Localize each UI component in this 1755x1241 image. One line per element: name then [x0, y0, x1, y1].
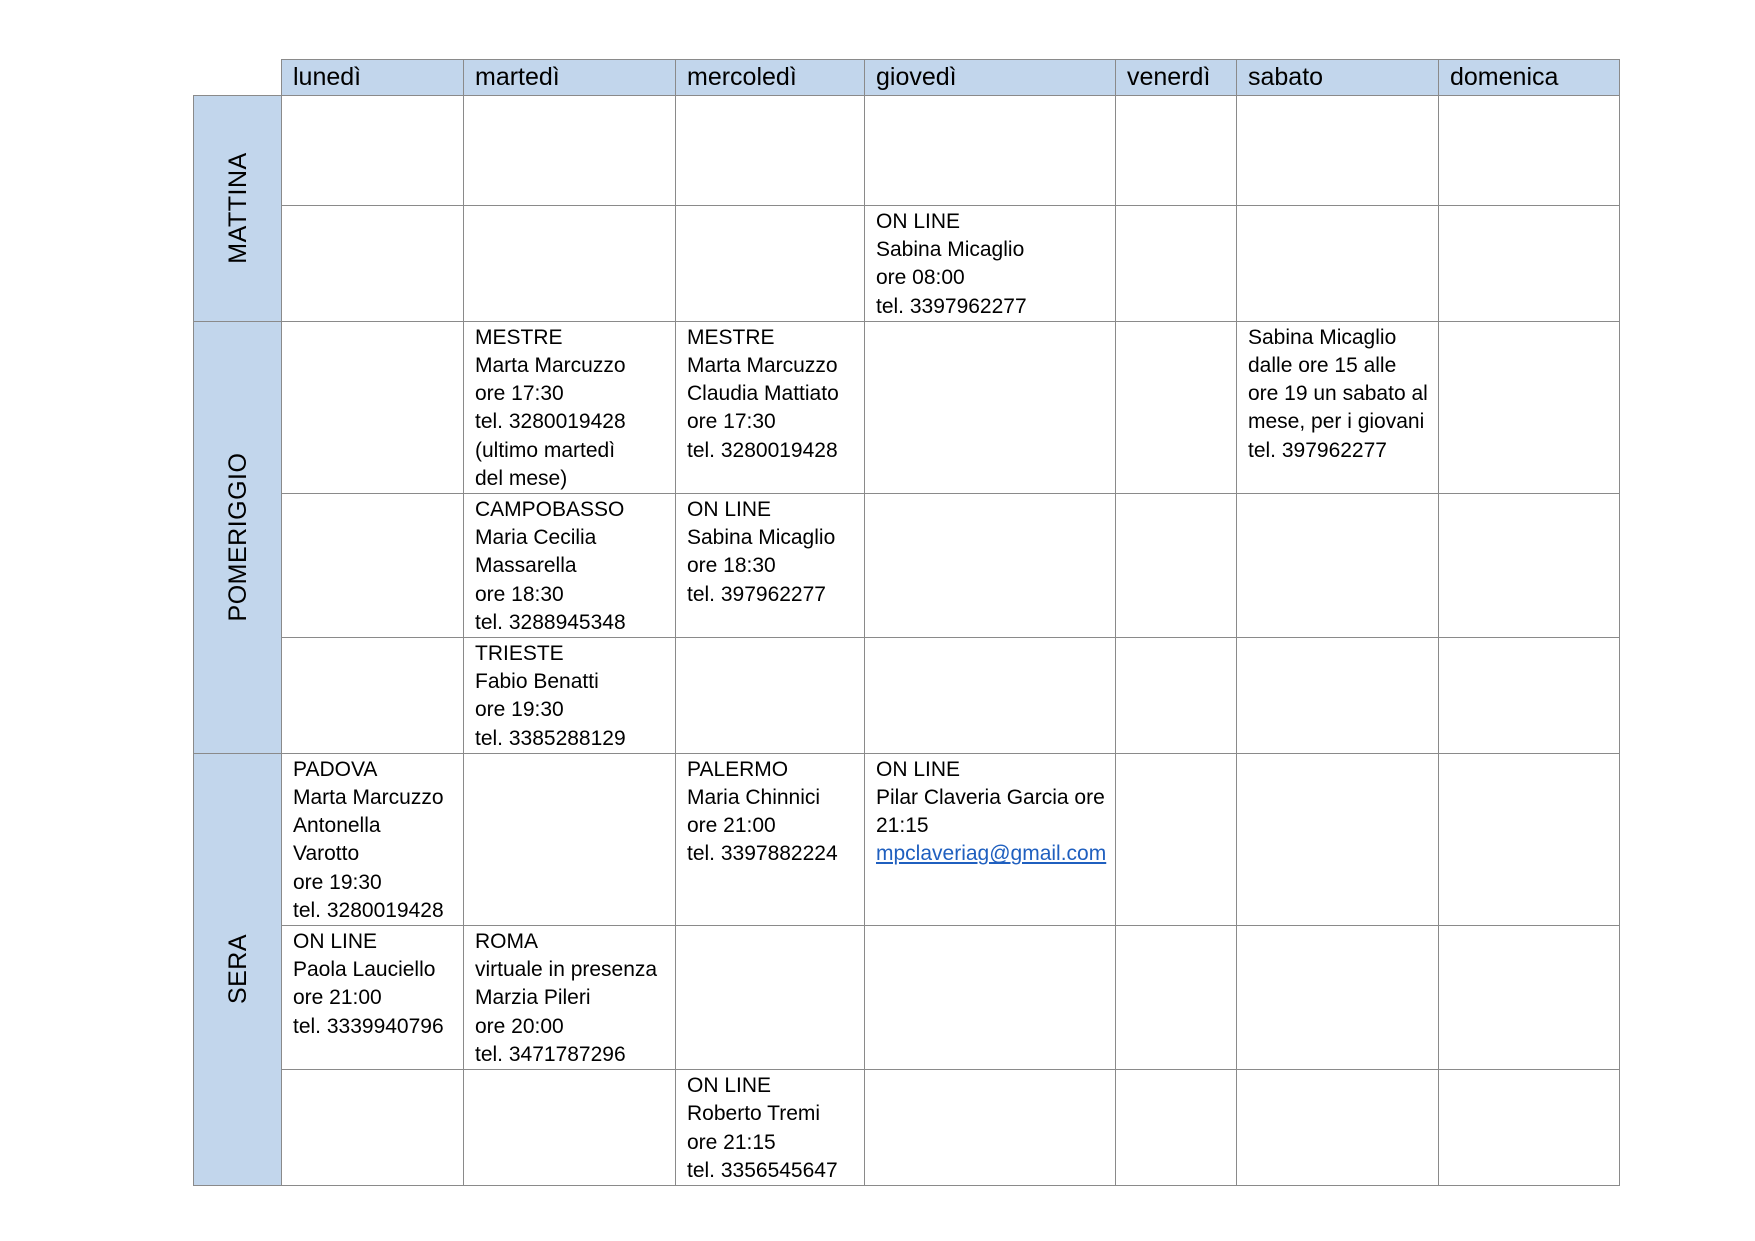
event-line: PADOVA [293, 757, 378, 781]
schedule-row [194, 494, 1620, 638]
event-line: MESTRE [475, 325, 563, 349]
event-line: tel. 397962277 [1248, 438, 1387, 462]
event-line: ore 19:30 [293, 870, 382, 894]
schedule-cell [464, 1070, 676, 1186]
schedule-cell [1439, 96, 1620, 206]
event-line: CAMPOBASSO [475, 498, 625, 522]
schedule-cell [1116, 753, 1237, 925]
schedule-cell [282, 638, 464, 754]
schedule-cell [865, 926, 1116, 1070]
event-cell [676, 1070, 865, 1186]
event-line: tel. 3339940796 [293, 1014, 444, 1038]
event-line: Varotto [293, 842, 360, 866]
event-line: PALERMO [687, 757, 789, 781]
event-line: tel. 397962277 [687, 582, 826, 606]
event-line: ore 19 un sabato al [1248, 382, 1428, 406]
schedule-cell [1237, 96, 1439, 206]
event-line: Marta Marcuzzo [687, 354, 838, 378]
event-line: dalle ore 15 alle [1248, 354, 1397, 378]
schedule-cell [1116, 494, 1237, 638]
schedule-row [194, 1070, 1620, 1186]
day-header-mercoledi: mercoledì [676, 60, 865, 96]
day-header-sabato: sabato [1237, 60, 1439, 96]
event-line: ROMA [475, 930, 538, 954]
schedule-cell [1439, 926, 1620, 1070]
event-line: Antonella [293, 814, 381, 838]
schedule-cell [464, 206, 676, 322]
event-line: Marta Marcuzzo [475, 354, 626, 378]
schedule-cell [1439, 753, 1620, 925]
event-cell [282, 926, 464, 1070]
period-label: POMERIGGIO [223, 452, 252, 622]
schedule-cell [1237, 494, 1439, 638]
schedule-cell [282, 494, 464, 638]
event-line: MESTRE [687, 325, 775, 349]
event-line: ore 19:30 [475, 698, 564, 722]
event-line: TRIESTE [475, 642, 564, 666]
event-line: tel. 3397882224 [687, 842, 838, 866]
period-sera [194, 753, 282, 1185]
schedule-cell [1116, 1070, 1237, 1186]
schedule-cell [1116, 206, 1237, 322]
event-line: del mese) [475, 466, 568, 490]
event-line: tel. 3280019428 [475, 410, 626, 434]
event-cell [676, 321, 865, 493]
event-line: ON LINE [687, 498, 772, 522]
event-line: tel. 3280019428 [293, 898, 444, 922]
schedule-cell [676, 926, 865, 1070]
schedule-cell [865, 1070, 1116, 1186]
event-line: ON LINE [687, 1074, 772, 1098]
schedule-cell [282, 96, 464, 206]
day-header-giovedi: giovedì [865, 60, 1116, 96]
header-corner [194, 60, 282, 96]
day-header-venerdi: venerdì [1116, 60, 1237, 96]
day-header-domenica: domenica [1439, 60, 1620, 96]
event-cell [464, 494, 676, 638]
schedule-cell [676, 206, 865, 322]
event-line: Sabina Micaglio [876, 238, 1025, 262]
event-cell [865, 206, 1116, 322]
event-cell [676, 753, 865, 925]
event-cell [676, 494, 865, 638]
event-line: Roberto Tremi [687, 1102, 821, 1126]
event-line: ore 21:00 [687, 814, 776, 838]
event-cell [1237, 321, 1439, 493]
event-cell [865, 753, 1116, 925]
event-line: ore 17:30 [687, 410, 776, 434]
event-line: ON LINE [293, 930, 378, 954]
event-line: Claudia Mattiato [687, 382, 839, 406]
schedule-cell [1237, 926, 1439, 1070]
event-line: tel. 3471787296 [475, 1042, 626, 1066]
event-line: Sabina Micaglio [687, 526, 836, 550]
schedule-row [194, 638, 1620, 754]
schedule-cell [1439, 321, 1620, 493]
schedule-cell [676, 638, 865, 754]
schedule-cell [1439, 1070, 1620, 1186]
event-line: ON LINE [876, 210, 961, 233]
event-line: tel. 3397962277 [876, 294, 1027, 318]
event-line: Paola Lauciello [293, 958, 436, 982]
event-line: Marta Marcuzzo [293, 786, 444, 810]
schedule-cell [282, 321, 464, 493]
schedule-cell [865, 321, 1116, 493]
schedule-cell [1237, 206, 1439, 322]
schedule-row [194, 321, 1620, 493]
event-line: virtuale in presenza [475, 958, 658, 982]
schedule-cell [1237, 1070, 1439, 1186]
schedule-row [194, 96, 1620, 206]
day-header-martedi: martedì [464, 60, 676, 96]
schedule-cell [1439, 494, 1620, 638]
schedule-cell [865, 494, 1116, 638]
schedule-row [194, 926, 1620, 1070]
schedule-cell [1116, 321, 1237, 493]
event-cell [464, 321, 676, 493]
schedule-cell [464, 96, 676, 206]
schedule-cell [1116, 926, 1237, 1070]
event-line: Massarella [475, 554, 577, 578]
event-line: ore 20:00 [475, 1014, 564, 1038]
event-line: tel. 3356545647 [687, 1158, 838, 1182]
day-header-lunedi: lunedì [282, 60, 464, 96]
event-line: ore 17:30 [475, 382, 564, 406]
period-label: SERA [223, 934, 252, 1005]
event-line: mese, per i giovani [1248, 410, 1425, 434]
event-line: ON LINE [876, 757, 961, 781]
schedule-cell [1237, 753, 1439, 925]
event-line: tel. 3288945348 [475, 610, 626, 634]
schedule-cell [282, 206, 464, 322]
schedule-cell [865, 96, 1116, 206]
event-line: Sabina Micaglio [1248, 325, 1397, 349]
event-line: ore 18:30 [475, 582, 564, 606]
event-line: ore 21:00 [293, 986, 382, 1010]
schedule-cell [1237, 638, 1439, 754]
event-line: Marzia Pileri [475, 986, 591, 1010]
event-line: 21:15 [876, 814, 929, 838]
event-line: ore 21:15 [687, 1130, 776, 1154]
email-link[interactable]: mpclaveriag@gmail.com [876, 842, 1107, 866]
event-line: Maria Cecilia [475, 526, 597, 550]
event-line: ore 18:30 [687, 554, 776, 578]
event-line: Pilar Claveria Garcia ore [876, 786, 1105, 810]
period-mattina [194, 96, 282, 322]
event-cell [464, 926, 676, 1070]
schedule-cell [282, 1070, 464, 1186]
schedule-cell [1439, 206, 1620, 322]
period-pomeriggio [194, 321, 282, 753]
header-row [194, 60, 1620, 96]
schedule-cell [1439, 638, 1620, 754]
event-line: tel. 3385288129 [475, 726, 626, 750]
schedule-row [194, 206, 1620, 322]
event-line: tel. 3280019428 [687, 438, 838, 462]
event-cell [282, 753, 464, 925]
schedule-cell [464, 753, 676, 925]
event-line: Fabio Benatti [475, 670, 599, 694]
schedule-cell [865, 638, 1116, 754]
weekly-schedule-table [193, 59, 1620, 1186]
schedule-row [194, 753, 1620, 925]
schedule-cell [676, 96, 865, 206]
event-line: ore 08:00 [876, 266, 965, 290]
schedule-cell [1116, 638, 1237, 754]
event-line: (ultimo martedì [475, 438, 616, 462]
schedule-cell [1116, 96, 1237, 206]
event-cell [464, 638, 676, 754]
event-line: Maria Chinnici [687, 786, 821, 810]
period-label: MATTINA [223, 152, 252, 265]
